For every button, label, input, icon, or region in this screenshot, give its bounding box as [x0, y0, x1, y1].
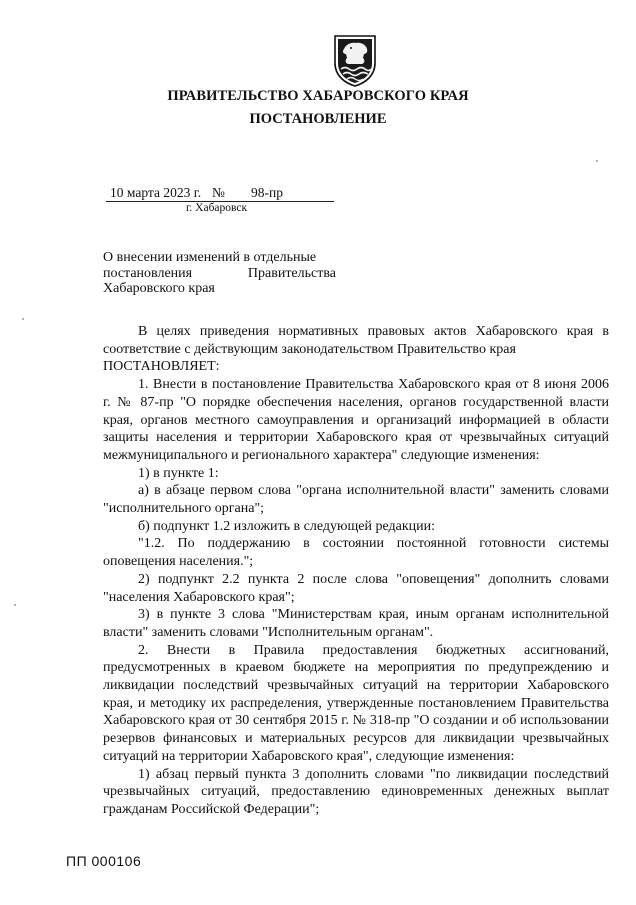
subject-line-2-left: постановления — [103, 265, 193, 281]
item-1-subitem-1: 1) в пункте 1: — [138, 465, 219, 481]
government-title: ПРАВИТЕЛЬСТВО ХАБАРОВСКОГО КРАЯ — [167, 88, 469, 104]
number-sign: № — [212, 185, 225, 200]
subject-line-3: Хабаровского края — [103, 281, 215, 296]
subject-line-2-right: Правительства — [247, 265, 336, 281]
scan-speck — [596, 160, 598, 162]
document-body — [103, 323, 609, 819]
city-label: г. Хабаровск — [186, 202, 248, 214]
document-number: 98-пр — [251, 185, 283, 200]
scan-speck — [14, 604, 16, 606]
item-1-subitem-2: 2) подпункт 2.2 пункта 2 после слова "оповещения" дополнить словами "населения Хабаровского края"; — [103, 571, 609, 605]
date-number-line — [106, 185, 334, 203]
item-1-subitem-1b: б) подпункт 1.2 изложить в следующей редакции: — [138, 518, 435, 534]
item-1-subitem-3: 3) в пункте 3 слова "Министерствам края, иным органам исполнительной власти" заменить словами "Исполнительным органам". — [103, 607, 609, 640]
coat-of-arms-emblem — [331, 33, 379, 87]
item-1-subitem-1a: а) в абзаце первом слова "органа исполнительной власти" заменить словами "исполнительного органа"; — [103, 483, 609, 517]
subject-line-2 — [103, 266, 336, 282]
form-code: ПП 000106 — [66, 853, 142, 869]
document-subject — [103, 250, 336, 297]
scan-speck — [22, 318, 24, 320]
document-type-title: ПОСТАНОВЛЕНИЕ — [249, 111, 387, 127]
preamble-paragraph: В целях приведения нормативных правовых актов Хабаровского края в соответствие с действующим законодательством Правительство края — [103, 324, 609, 357]
item-2-subitem-1: 1) абзац первый пункта 3 дополнить словами "по ликвидации последствий чрезвычайных ситуаций, предоставлению единовременных денежных выплат гражданам Российской Федерации"; — [103, 766, 609, 817]
resolves-heading: ПОСТАНОВЛЯЕТ: — [103, 359, 220, 375]
document-date: 10 марта 2023 г. — [110, 185, 202, 200]
item-2-paragraph: 2. Внести в Правила предоставления бюджетных ассигнований, предусмотренных в краевом бюджете на мероприятия по предупреждению и ликвидации последствий чрезвычайных ситуаций на территории Хабаровского края, и методику их распределения, утвержденные постановлением Правительства Хабаровского края от 30 сентября 2015 г. № 318-пр "О создании и об использовании резервов финансовых и материальных ресурсов для ликвидации чрезвычайных ситуаций на территории Хабаровского края", следующие изменения: — [103, 642, 609, 764]
item-1-paragraph: 1. Внести в постановление Правительства Хабаровского края от 8 июня 2006 г. № 87-пр "О порядке обеспечения населения, органов государственной власти края, органов местного самоуправления и организаций информацией в области защиты населения и территории Хабаровского края от чрезвычайных ситуаций межмуниципального и регионального характера" следующие изменения: — [103, 377, 609, 463]
item-1-subitem-1b-quote: "1.2. По поддержанию в состоянии постоянной готовности системы оповещения населения."; — [103, 536, 609, 570]
subject-line-1: О внесении изменений в отдельные — [103, 250, 317, 265]
